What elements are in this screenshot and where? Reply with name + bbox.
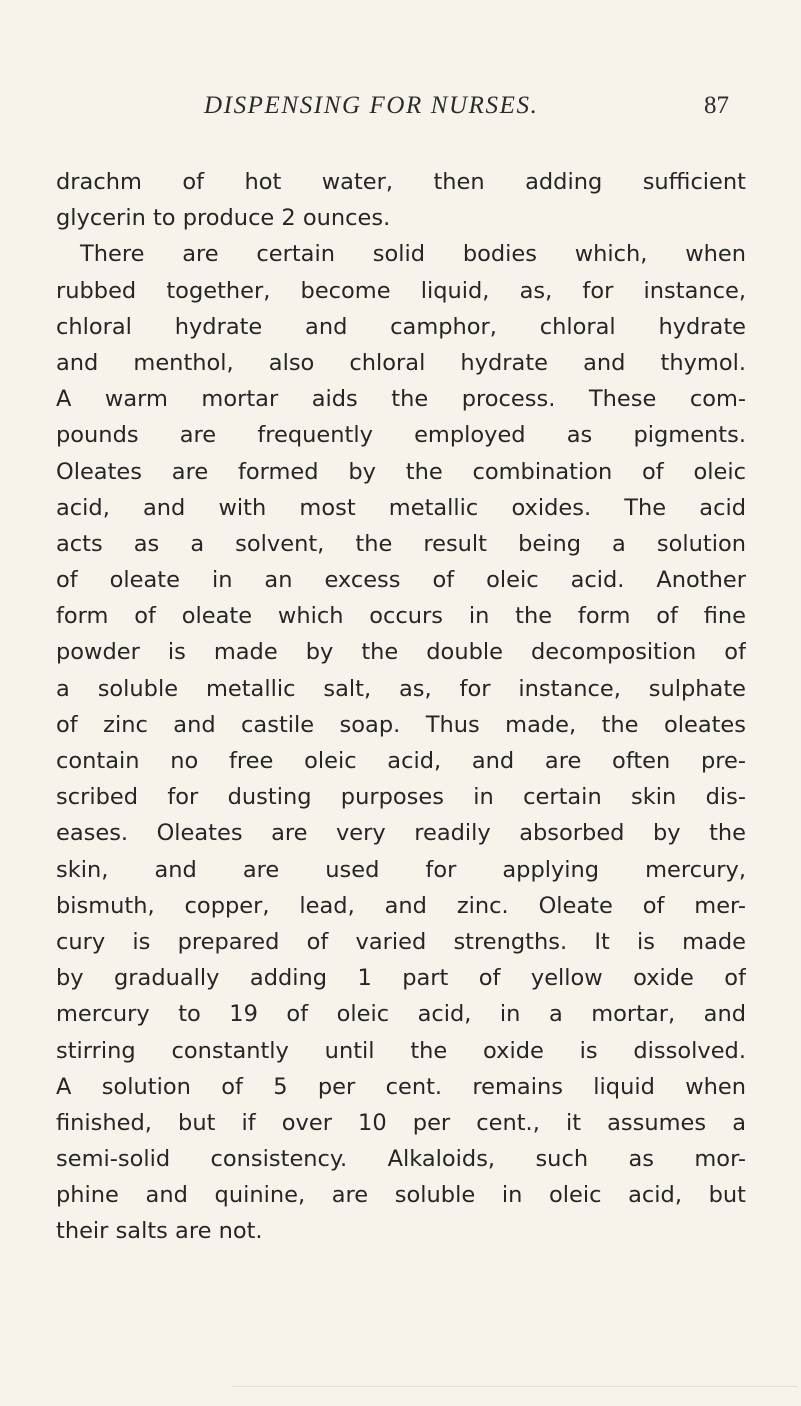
- text-line: powder is made by the double decomposition of: [56, 639, 746, 666]
- text-line: stirring constantly until the oxide is dissolved.: [56, 1037, 746, 1064]
- text-line: by gradually adding 1 part of yellow oxide of: [56, 965, 746, 992]
- text-line: pounds are frequently employed as pigments.: [56, 422, 746, 449]
- text-line: Oleates are formed by the combination of oleic: [56, 458, 746, 485]
- scan-edge-line: [232, 1386, 798, 1387]
- text-line: phine and quinine, are soluble in oleic acid, but: [56, 1182, 746, 1209]
- text-line: of zinc and castile soap. Thus made, the oleates: [56, 711, 746, 738]
- text-line: A solution of 5 per cent. remains liquid when: [56, 1073, 746, 1100]
- text-line: contain no free oleic acid, and are often pre-: [56, 748, 746, 774]
- text-line: acid, and with most metallic oxides. The acid: [56, 494, 746, 521]
- text-line: semi-solid consistency. Alkaloids, such as mor-: [56, 1146, 746, 1173]
- text-line: eases. Oleates are very readily absorbed by the: [56, 820, 746, 847]
- text-line: A warm mortar aids the process. These com-: [56, 386, 746, 413]
- text-line: rubbed together, become liquid, as, for instance,: [56, 277, 746, 304]
- text-line: their salts are not.: [56, 1218, 263, 1245]
- text-line: and menthol, also chloral hydrate and thymol.: [56, 349, 746, 376]
- text-line: of oleate in an excess of oleic acid. Another: [56, 567, 746, 594]
- text-line: glycerin to produce 2 ounces.: [56, 205, 391, 232]
- text-line: drachm of hot water, then adding sufficient: [56, 169, 746, 195]
- text-line: acts as a solvent, the result being a solution: [56, 530, 746, 557]
- text-line: scribed for dusting purposes in certain skin dis-: [56, 784, 746, 811]
- text-line: cury is prepared of varied strengths. It is made: [56, 928, 746, 955]
- text-line: skin, and are used for applying mercury,: [56, 856, 746, 883]
- page-header: [0, 92, 801, 132]
- body-text: [56, 164, 746, 1250]
- text-line: a soluble metallic salt, as, for instance, sulphate: [56, 675, 746, 702]
- text-line: finished, but if over 10 per cent., it assumes a: [56, 1109, 746, 1136]
- text-line: bismuth, copper, lead, and zinc. Oleate of mer-: [56, 892, 746, 919]
- text-line: There are certain solid bodies which, when: [80, 241, 746, 268]
- page-number: 87: [704, 92, 729, 119]
- text-line: form of oleate which occurs in the form of fine: [56, 603, 746, 630]
- text-line: mercury to 19 of oleic acid, in a mortar, and: [56, 1001, 746, 1028]
- text-line: chloral hydrate and camphor, chloral hydrate: [56, 313, 746, 340]
- running-title: DISPENSING FOR NURSES.: [204, 92, 539, 119]
